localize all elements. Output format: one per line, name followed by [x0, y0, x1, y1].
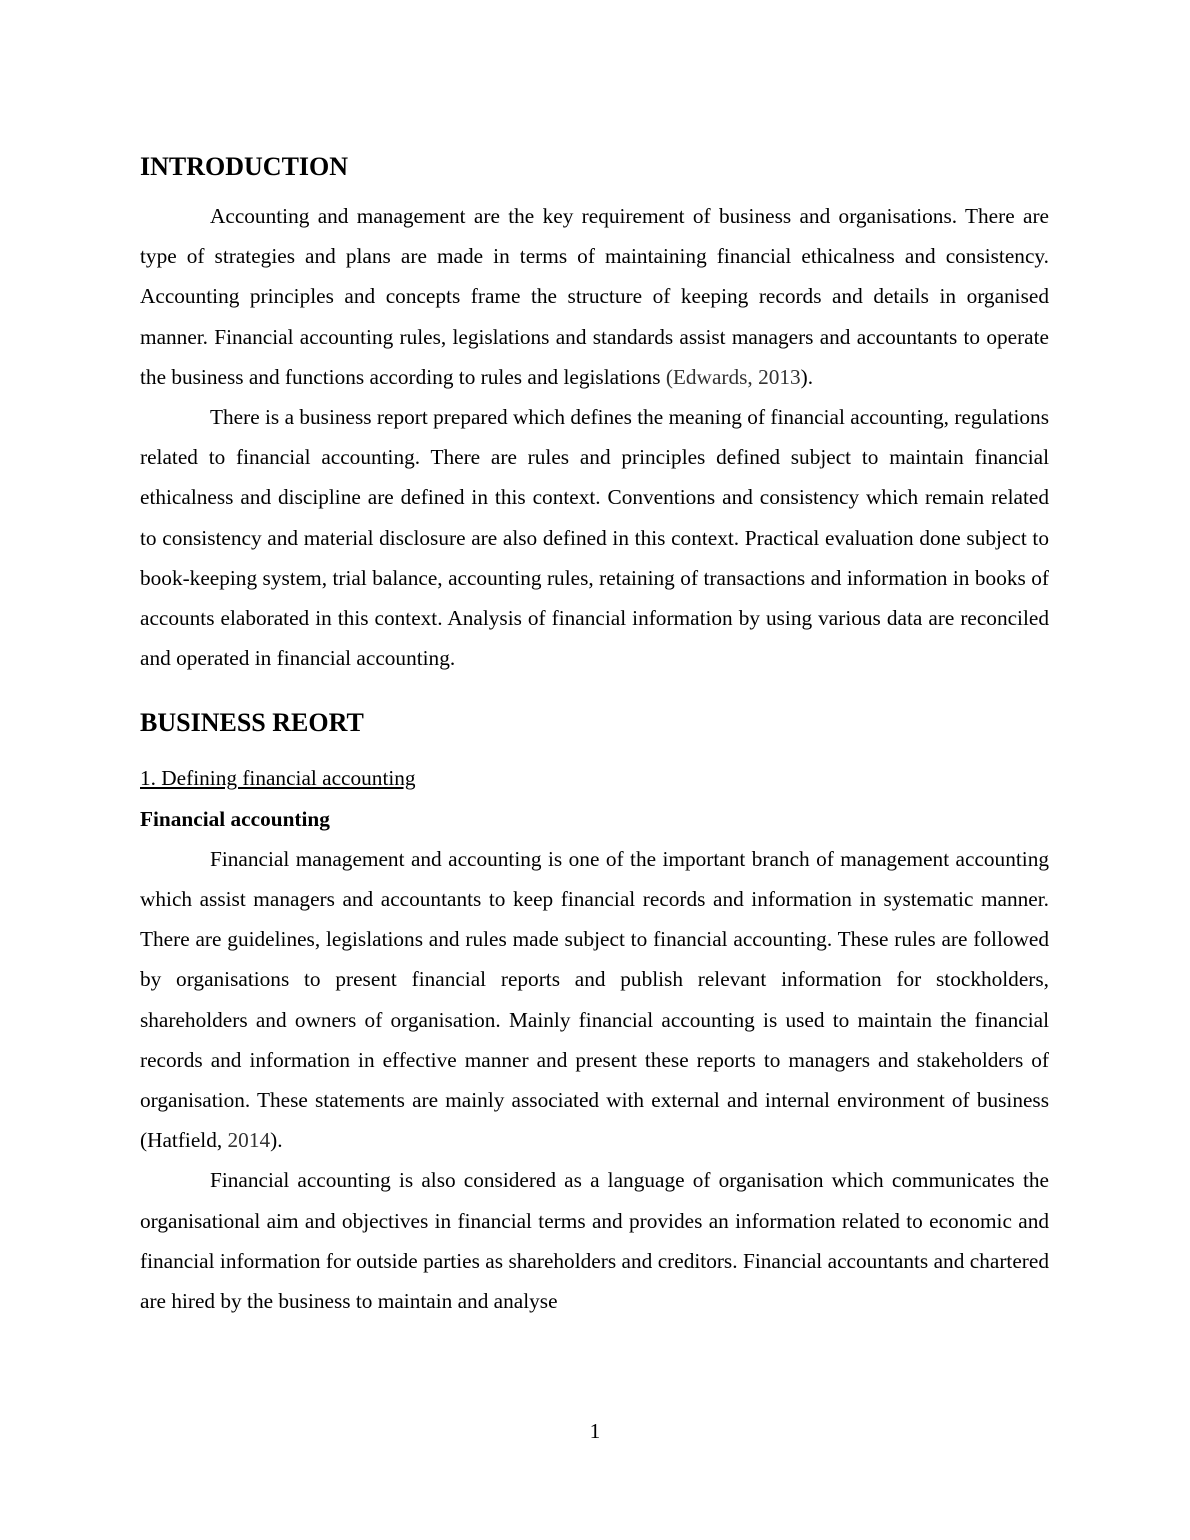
business-paragraph-2: Financial accounting is also considered as a language of organisation which communicates the organisational aim and objectives in financial terms and provides an information related to economic and financial information for outside parties as shareholders and creditors. Financial accountants and chartered are hired by the business to maintain and analyse — [140, 1168, 1049, 1314]
business-paragraph-1 — [140, 839, 1049, 1161]
citation: 2014 — [227, 1128, 271, 1153]
document-page — [140, 150, 1049, 1321]
paragraph-end: ). — [270, 1128, 283, 1153]
introduction-paragraph-2: There is a business report prepared which defines the meaning of financial accounting, regulations related to financial accounting. There are rules and principles defined subject to maintain financial ethicalness and discipline are defined in this context. Conventions and consistency which remain related to consistency and material disclosure are also defined in this context. Practical evaluation done subject to book-keeping system, trial balance, accounting rules, retaining of transactions and information in books of accounts elaborated in this context. Analysis of financial information by using various data are reconciled and operated in financial accounting. — [140, 405, 1049, 671]
page-number: 1 — [589, 1419, 601, 1443]
introduction-paragraph-1 — [140, 196, 1049, 397]
financial-accounting-heading: Financial accounting — [140, 806, 330, 831]
citation: (Edwards, 2013 — [665, 364, 801, 389]
paragraph-text: Financial management and accounting is one of the important branch of management accounting which assist managers and accountants to keep financial records and information in systematic manner. There are guidelines, legislations and rules made subject to financial accounting. These rules are followed by organisations to present financial reports and publish relevant information for stockholders, shareholders and owners of organisation. Mainly financial accounting is used to maintain the financial records and information in effective manner and present these reports to managers and stakeholders of organisation. These statements are mainly associated with external and internal environment of business (Hatfield, — [140, 846, 1049, 1153]
introduction-heading: INTRODUCTION — [140, 152, 349, 181]
business-report-heading: BUSINESS REORT — [140, 708, 364, 738]
subsection-heading: 1. Defining financial accounting — [140, 766, 416, 791]
paragraph-text: Accounting and management are the key requirement of business and organisations. There are type of strategies and plans are made in terms of maintaining financial ethicalness and consistency. Accounting principles and concepts frame the structure of keeping records and details in organised manner. Financial accounting rules, legislations and standards assist managers and accountants to operate the business and functions according to rules and legislations — [140, 204, 1049, 389]
paragraph-end: ). — [800, 364, 814, 389]
